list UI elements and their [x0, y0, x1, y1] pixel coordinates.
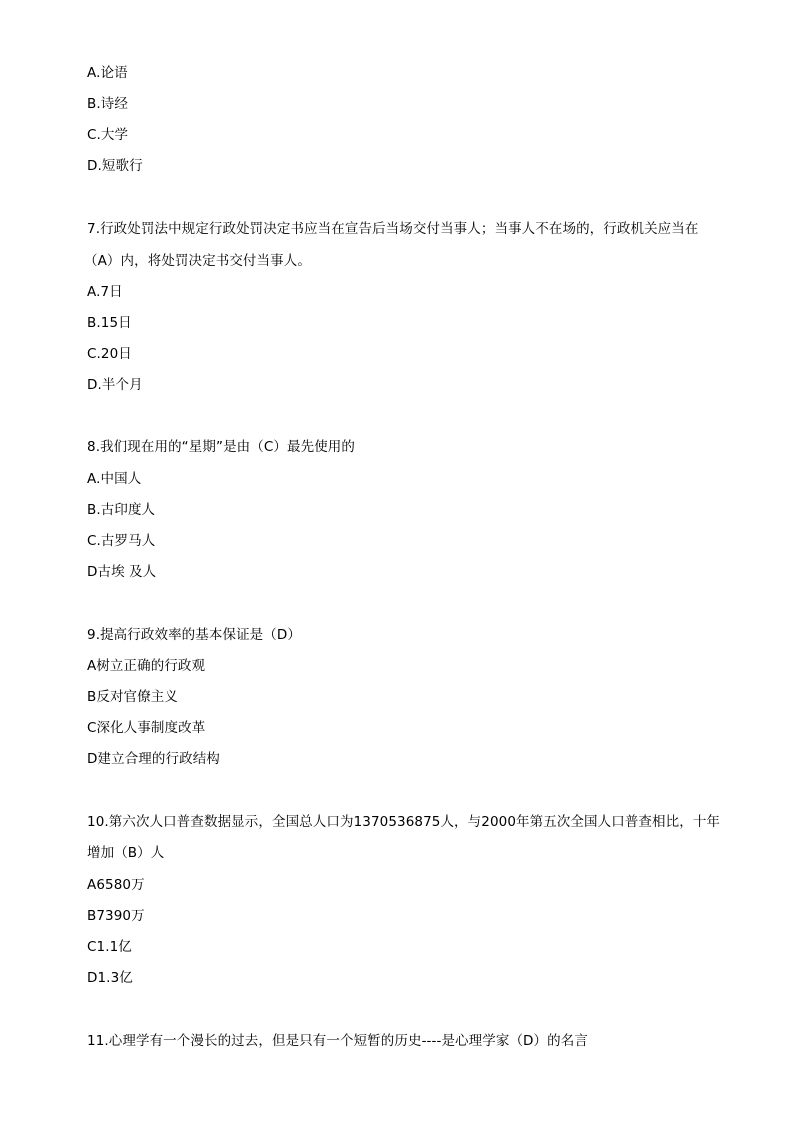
q9-question: 9.提高行政效率的基本保证是（D）: [87, 627, 301, 643]
q9-option-d: D建立合理的行政结构: [87, 751, 220, 767]
q10-option-b: B7390万: [87, 908, 145, 924]
q6-option-a: A.论语: [87, 65, 128, 81]
q10-question-line1: 10.第六次人口普查数据显示，全国总人口为1370536875人，与2000年第五次全国人口普查相比，十年: [87, 814, 721, 830]
q7-option-b: B.15日: [87, 315, 132, 331]
q8-option-c: C.古罗马人: [87, 533, 156, 549]
q10-option-c: C1.1亿: [87, 939, 132, 955]
q10-option-a: A6580万: [87, 877, 145, 893]
q8-option-b: B.古印度人: [87, 502, 156, 518]
q9-option-c: C深化人事制度改革: [87, 720, 206, 736]
q7-question-line2: （A）内，将处罚决定书交付当事人。: [84, 253, 311, 269]
q6-option-d: D.短歌行: [87, 158, 143, 174]
q8-option-d: D古埃 及人: [87, 564, 157, 580]
q9-option-a: A树立正确的行政观: [87, 658, 206, 674]
q8-question: 8.我们现在用的“星期”是由（C）最先使用的: [87, 439, 355, 455]
q7-option-a: A.7日: [87, 284, 123, 300]
q8-option-a: A.中国人: [87, 471, 142, 487]
q11-question: 11.心理学有一个漫长的过去，但是只有一个短暂的历史----是心理学家（D）的名言: [87, 1033, 588, 1049]
q10-option-d: D1.3亿: [87, 970, 133, 986]
q6-option-c: C.大学: [87, 127, 129, 143]
q10-question-line2: 增加（B）人: [87, 845, 165, 861]
q7-option-c: C.20日: [87, 346, 132, 362]
q7-question-line1: 7.行政处罚法中规定行政处罚决定书应当在宣告后当场交付当事人；当事人不在场的，行政机关应当在: [87, 221, 699, 237]
q6-option-b: B.诗经: [87, 96, 128, 112]
q7-option-d: D.半个月: [87, 377, 143, 393]
q9-option-b: B反对官僚主义: [87, 689, 178, 705]
